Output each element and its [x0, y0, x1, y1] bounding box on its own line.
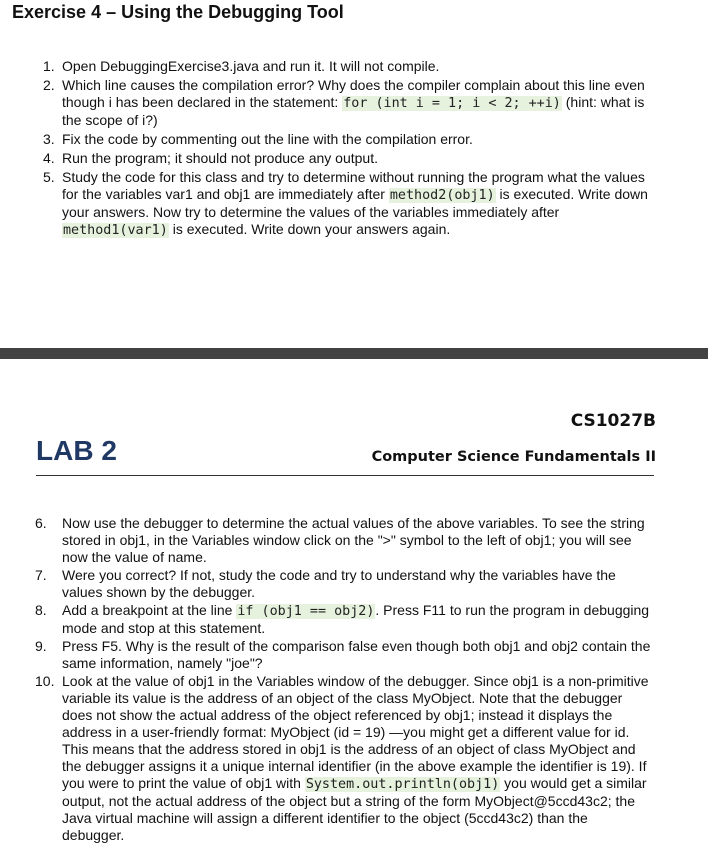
list-item-number: 7.	[35, 567, 47, 583]
lab-title: LAB 2	[36, 435, 117, 466]
list-item	[35, 515, 652, 566]
list-item-text: Now use the debugger to determine the actual values of the above variables. To see the string stored in obj1, in the Variables window click on the ">" symbol to the left of obj1; you will see now the value of name.	[62, 515, 645, 565]
list-item-number: 1.	[43, 58, 55, 74]
list-item-number: 10.	[35, 673, 55, 689]
instructions-list-part1	[43, 58, 652, 241]
list-item-number: 8.	[35, 602, 47, 618]
course-name: Computer Science Fundamentals II	[371, 449, 656, 465]
inline-code: method1(var1)	[63, 223, 168, 238]
list-item	[43, 58, 652, 75]
list-item-text: . Press F11 to run the program in debugging mode and stop at this statement.	[62, 602, 650, 636]
exercise-heading: Exercise 4 – Using the Debugging Tool	[12, 2, 344, 22]
list-item-text: Press F5. Why is the result of the comparison false even though both obj1 and obj2 contain the same information, namely "joe"?	[62, 638, 651, 671]
list-item-text: Open DebuggingExercise3.java and run it. It will not compile.	[62, 58, 440, 74]
list-item-text: Study the code for this class and try to determine without running the program what the values for the variables var1 and obj1 are immediately after	[62, 169, 645, 202]
list-item	[43, 150, 652, 167]
list-item	[43, 169, 652, 239]
list-item-text: Were you correct? If not, study the code and try to understand why the variables have the values shown by the debugger.	[62, 567, 616, 600]
list-item-text: Look at the value of obj1 in the Variables window of the debugger. Since obj1 is a non-primitive variable its value is the address of an object of the class MyObject. Note that the debugger does not show the actual address of the object referenced by obj1; instead it displays the address in a user-friendly format: MyObject (id = 19) —you might get a different value for id. This means that the address stored in obj1 is the address of an object of class MyObject and the debugger assigns it a unique internal identifier (in the above example the identifier is 19). If you were to print the value of obj1 with	[62, 673, 649, 791]
list-item-text: Add a breakpoint at the line	[62, 602, 237, 618]
instructions-list-part2	[35, 515, 652, 845]
inline-code: for (int i = 1; i < 2; ++i)	[343, 96, 561, 111]
list-item-number: 6.	[35, 515, 47, 531]
list-item-text: Which line causes the compilation error? Why does the compiler complain about this line even though i has been declared in the statement:	[62, 77, 645, 110]
list-item-text: you would get a similar output, not the actual address of the object but a string of the form MyObject@5ccd43c2; the Java virtual machine will assign a different identifier to the object (5ccd43c2) than the debugger.	[62, 775, 647, 843]
list-item-number: 2.	[43, 77, 55, 93]
list-item-text: is executed. Write down your answers. Now try to determine the values of the variables immediately after	[62, 186, 648, 220]
page-divider	[0, 348, 708, 359]
list-item	[43, 77, 652, 129]
header-rule	[36, 475, 654, 476]
course-code: CS1027B	[570, 411, 656, 431]
list-item	[35, 673, 652, 844]
list-item	[35, 567, 652, 601]
list-item-number: 4.	[43, 150, 55, 166]
inline-code: if (obj1 == obj2)	[237, 604, 375, 619]
inline-code: method2(obj1)	[389, 188, 495, 203]
list-item	[35, 638, 652, 672]
list-item-number: 5.	[43, 169, 55, 185]
list-item-text: (hint: what is the scope of i?)	[62, 94, 645, 128]
list-item-number: 3.	[43, 131, 55, 147]
list-item	[43, 131, 652, 148]
list-item	[35, 602, 652, 637]
inline-code: System.out.println(obj1)	[305, 777, 500, 792]
list-item-text: Fix the code by commenting out the line with the compilation error.	[62, 131, 473, 147]
list-item-text: Run the program; it should not produce any output.	[62, 150, 378, 166]
list-item-text: is executed. Write down your answers again.	[168, 221, 451, 237]
list-item-number: 9.	[35, 638, 47, 654]
